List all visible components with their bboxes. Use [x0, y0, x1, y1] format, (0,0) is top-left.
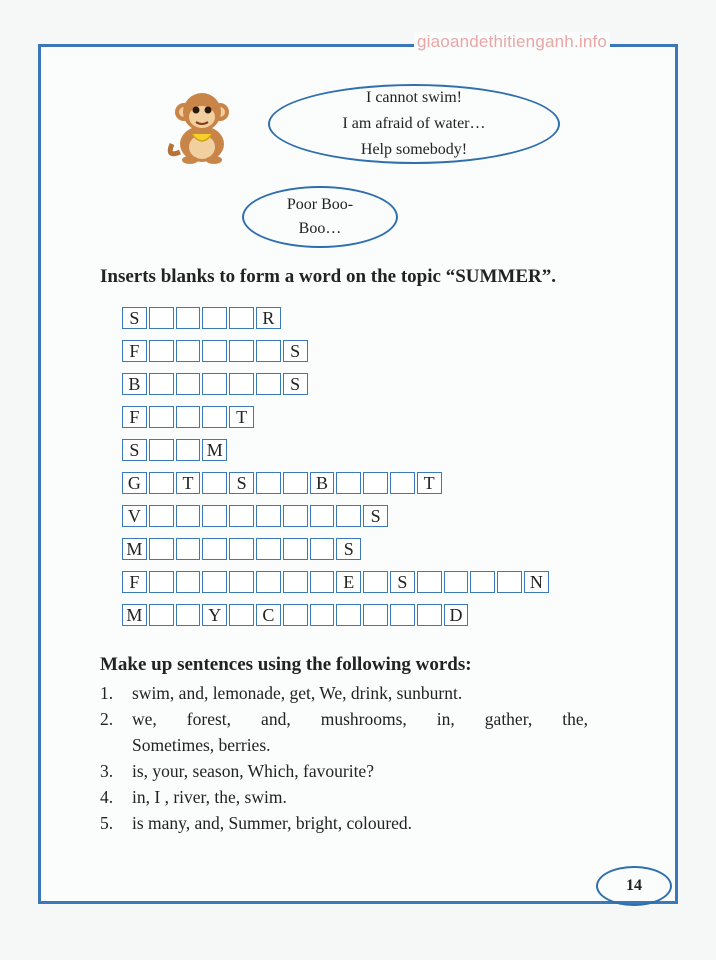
- speech-bubble-reply: [242, 186, 398, 248]
- bubble-line: Poor Boo-: [286, 196, 354, 213]
- puzzle-row: [122, 340, 310, 362]
- puzzle-blank-cell[interactable]: [176, 538, 201, 560]
- sentence-list: [100, 680, 588, 836]
- section-title: Make up sentences using the following words:: [100, 654, 472, 675]
- list-item: [100, 810, 588, 836]
- puzzle-letter-cell: G: [122, 472, 147, 494]
- puzzle-letter-cell: C: [256, 604, 281, 626]
- puzzle-blank-cell[interactable]: [149, 307, 174, 329]
- item-text: in, I , river, the, swim.: [132, 787, 287, 807]
- puzzle-row: [122, 406, 256, 428]
- puzzle-blank-cell[interactable]: [202, 406, 227, 428]
- puzzle-blank-cell[interactable]: [149, 439, 174, 461]
- puzzle-letter-cell: B: [122, 373, 147, 395]
- puzzle-blank-cell[interactable]: [176, 505, 201, 527]
- puzzle-blank-cell[interactable]: [417, 604, 442, 626]
- puzzle-blank-cell[interactable]: [202, 472, 227, 494]
- bubble-line: Boo…: [298, 220, 342, 237]
- puzzle-blank-cell[interactable]: [336, 604, 361, 626]
- puzzle-blank-cell[interactable]: [149, 373, 174, 395]
- puzzle-letter-cell: S: [363, 505, 388, 527]
- puzzle-blank-cell[interactable]: [176, 373, 201, 395]
- list-item: [100, 784, 588, 810]
- puzzle-letter-cell: F: [122, 340, 147, 362]
- puzzle-blank-cell[interactable]: [256, 340, 281, 362]
- puzzle-blank-cell[interactable]: [256, 538, 281, 560]
- puzzle-blank-cell[interactable]: [149, 406, 174, 428]
- item-text: is many, and, Summer, bright, coloured.: [132, 813, 413, 833]
- list-item: [100, 706, 588, 758]
- puzzle-letter-cell: S: [283, 340, 308, 362]
- puzzle-blank-cell[interactable]: [363, 604, 388, 626]
- puzzle-blank-cell[interactable]: [149, 538, 174, 560]
- exercise-title: Inserts blanks to form a word on the topic “SUMMER”.: [100, 266, 556, 287]
- puzzle-blank-cell[interactable]: [149, 505, 174, 527]
- puzzle-blank-cell[interactable]: [310, 571, 335, 593]
- item-line: Sometimes, berries.: [132, 735, 271, 755]
- puzzle-blank-cell[interactable]: [202, 307, 227, 329]
- monkey-illustration: [162, 82, 242, 166]
- list-item: [100, 758, 588, 784]
- puzzle-letter-cell: F: [122, 571, 147, 593]
- puzzle-blank-cell[interactable]: [176, 571, 201, 593]
- puzzle-row: [122, 505, 390, 527]
- puzzle-blank-cell[interactable]: [202, 373, 227, 395]
- puzzle-blank-cell[interactable]: [256, 505, 281, 527]
- puzzle-blank-cell[interactable]: [229, 307, 254, 329]
- bubble-line: I am afraid of water…: [342, 115, 486, 132]
- puzzle-row: [122, 604, 470, 626]
- puzzle-letter-cell: S: [336, 538, 361, 560]
- item-number: 5.: [100, 813, 114, 833]
- puzzle-blank-cell[interactable]: [310, 604, 335, 626]
- item-number: 2.: [100, 709, 114, 729]
- puzzle-blank-cell[interactable]: [202, 505, 227, 527]
- puzzle-blank-cell[interactable]: [256, 373, 281, 395]
- puzzle-blank-cell[interactable]: [176, 439, 201, 461]
- puzzle-blank-cell[interactable]: [149, 340, 174, 362]
- puzzle-row: [122, 373, 310, 395]
- puzzle-letter-cell: S: [122, 307, 147, 329]
- puzzle-letter-cell: S: [390, 571, 415, 593]
- puzzle-letter-cell: S: [283, 373, 308, 395]
- puzzle-blank-cell[interactable]: [283, 571, 308, 593]
- puzzle-letter-cell: S: [229, 472, 254, 494]
- puzzle-blank-cell[interactable]: [470, 571, 495, 593]
- item-line: we, forest, and, mushrooms, in, gather, the,: [132, 709, 588, 729]
- puzzle-blank-cell[interactable]: [176, 307, 201, 329]
- puzzle-blank-cell[interactable]: [149, 472, 174, 494]
- item-number: 1.: [100, 683, 114, 703]
- puzzle-letter-cell: Y: [202, 604, 227, 626]
- puzzle-blank-cell[interactable]: [444, 571, 469, 593]
- speech-bubble-monkey: [268, 84, 560, 164]
- item-number: 4.: [100, 787, 114, 807]
- puzzle-blank-cell[interactable]: [229, 538, 254, 560]
- puzzle-letter-cell: F: [122, 406, 147, 428]
- item-number: 3.: [100, 761, 114, 781]
- item-text: swim, and, lemonade, get, We, drink, sunburnt.: [132, 683, 463, 703]
- puzzle-row: [122, 571, 551, 593]
- puzzle-blank-cell[interactable]: [417, 571, 442, 593]
- bubble-line: I cannot swim!: [366, 89, 462, 106]
- puzzle-letter-cell: S: [122, 439, 147, 461]
- puzzle-row: [122, 538, 363, 560]
- puzzle-blank-cell[interactable]: [176, 340, 201, 362]
- puzzle-blank-cell[interactable]: [202, 571, 227, 593]
- list-item: [100, 680, 588, 706]
- puzzle-blank-cell[interactable]: [283, 472, 308, 494]
- puzzle-blank-cell[interactable]: [229, 340, 254, 362]
- item-text: [132, 706, 588, 758]
- puzzle-blank-cell[interactable]: [202, 538, 227, 560]
- page-number: 14: [596, 866, 672, 906]
- puzzle-blank-cell[interactable]: [229, 373, 254, 395]
- puzzle-blank-cell[interactable]: [363, 472, 388, 494]
- puzzle-blank-cell[interactable]: [149, 604, 174, 626]
- puzzle-letter-cell: R: [256, 307, 281, 329]
- puzzle-row: [122, 472, 444, 494]
- puzzle-blank-cell[interactable]: [256, 472, 281, 494]
- puzzle-blank-cell[interactable]: [310, 505, 335, 527]
- puzzle-row: [122, 307, 283, 329]
- puzzle-blank-cell[interactable]: [229, 505, 254, 527]
- puzzle-blank-cell[interactable]: [256, 571, 281, 593]
- puzzle-blank-cell[interactable]: [390, 472, 415, 494]
- puzzle-letter-cell: M: [122, 538, 147, 560]
- puzzle-blank-cell[interactable]: [497, 571, 522, 593]
- puzzle-blank-cell[interactable]: [363, 571, 388, 593]
- puzzle-blank-cell[interactable]: [229, 571, 254, 593]
- puzzle-blank-cell[interactable]: [229, 604, 254, 626]
- watermark: giaoandethitienganh.info: [414, 32, 610, 52]
- puzzle-blank-cell[interactable]: [176, 604, 201, 626]
- puzzle-letter-cell: D: [444, 604, 469, 626]
- puzzle-letter-cell: B: [310, 472, 335, 494]
- puzzle-blank-cell[interactable]: [283, 505, 308, 527]
- puzzle-blank-cell[interactable]: [283, 538, 308, 560]
- puzzle-letter-cell: T: [417, 472, 442, 494]
- puzzle-blank-cell[interactable]: [149, 571, 174, 593]
- puzzle-letter-cell: T: [176, 472, 201, 494]
- puzzle-letter-cell: T: [229, 406, 254, 428]
- item-text: is, your, season, Which, favourite?: [132, 761, 374, 781]
- puzzle-letter-cell: E: [336, 571, 361, 593]
- puzzle-blank-cell[interactable]: [202, 340, 227, 362]
- puzzle-row: [122, 439, 229, 461]
- puzzle-blank-cell[interactable]: [336, 472, 361, 494]
- puzzle-blank-cell[interactable]: [336, 505, 361, 527]
- puzzle-blank-cell[interactable]: [310, 538, 335, 560]
- puzzle-letter-cell: V: [122, 505, 147, 527]
- puzzle-blank-cell[interactable]: [176, 406, 201, 428]
- puzzle-letter-cell: M: [202, 439, 227, 461]
- bubble-line: Help somebody!: [360, 141, 468, 158]
- puzzle-letter-cell: M: [122, 604, 147, 626]
- puzzle-blank-cell[interactable]: [283, 604, 308, 626]
- puzzle-letter-cell: N: [524, 571, 549, 593]
- puzzle-blank-cell[interactable]: [390, 604, 415, 626]
